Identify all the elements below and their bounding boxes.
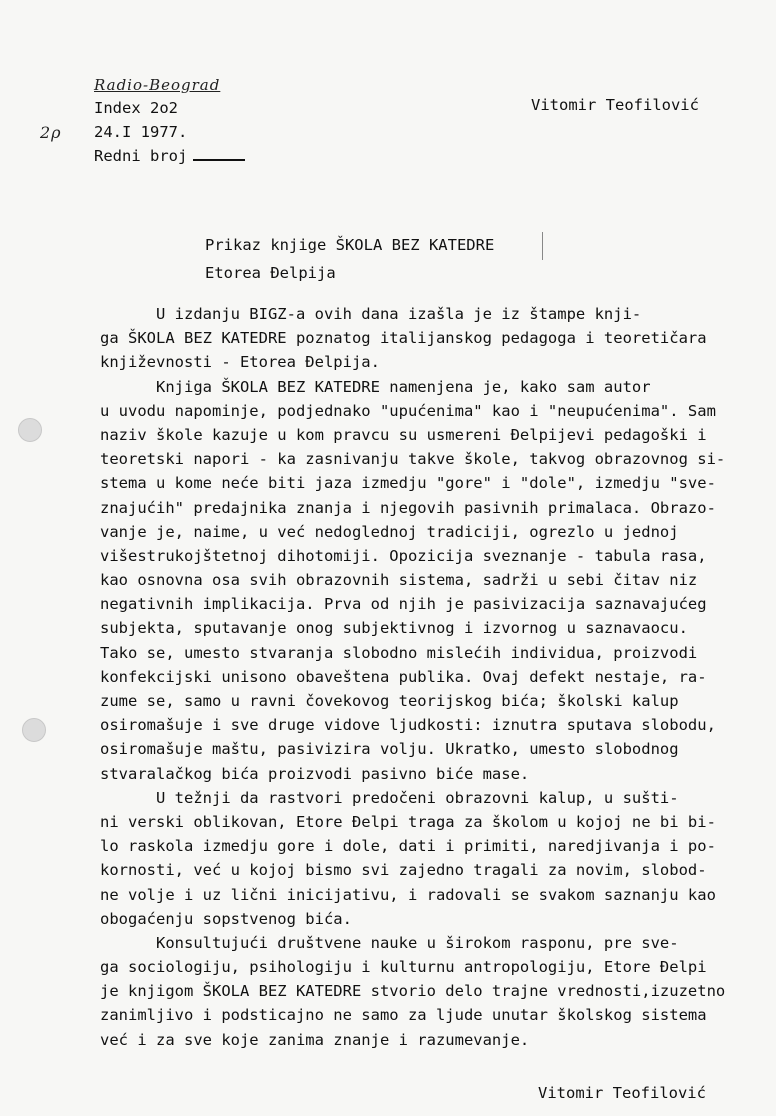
body-line: kao osnovna osa svih obrazovnih sistema, sadrži u sebi čitav niz: [100, 571, 698, 590]
body-line: književnosti - Etorea Đelpija.: [100, 353, 380, 372]
body-line: u uvodu napominje, podjednako "upućenima" kao i "neupućenima". Sam: [100, 401, 716, 420]
title-line-2: Etorea Đelpija: [205, 264, 336, 282]
body-line: obogaćenju sopstvenog bića.: [100, 909, 352, 928]
body-text: [100, 302, 770, 1052]
body-line: ne volje i uz lični inicijativu, i radovali se svakom saznanju kao: [100, 885, 716, 904]
number-line: [94, 144, 245, 168]
body-line: osiromašuje maštu, pasivizira volju. Ukratko, umesto slobodnog: [100, 740, 679, 759]
body-line: subjekta, sputavanje onog subjektivnog i izvornog u saznavaocu.: [100, 619, 688, 638]
body-line: negativnih implikacija. Prva od njih je pasivizacija saznavajućeg: [100, 595, 707, 614]
review-title: [205, 231, 494, 287]
punch-hole: [22, 718, 46, 742]
body-line: naziv škole kazuje u kom pravcu su usmereni Đelpijevi pedagoški i: [100, 425, 707, 444]
body-line: ni verski oblikovan, Etore Đelpi traga za školom u kojoj ne bi bi-: [100, 812, 716, 831]
body-line: lo raskola izmedju gore i dole, dati i primiti, naredjivanja i po-: [100, 837, 716, 856]
body-line: vanje je, naime, u već nedoglednoj tradiciji, ogrezlo u jednoj: [100, 522, 679, 541]
punch-hole: [18, 418, 42, 442]
body-line: teoretski napori - ka zasnivanju takve škole, takvog obrazovnog si-: [100, 450, 726, 469]
body-line: kornosti, već u kojoj bismo svi zajedno tragali za novim, slobod-: [100, 861, 707, 880]
handwritten-margin-mark: 2ρ: [40, 123, 62, 142]
body-line: osiromašuje i sve druge vidove ljudkosti: iznutra sputava slobodu,: [100, 716, 716, 735]
body-line: Tako se, umesto stvaranja slobodno mislećih individua, proizvodi: [100, 643, 698, 662]
author-name-top: Vitomir Teofilović: [531, 96, 699, 114]
body-line: Konsultujući društvene nauke u širokom rasponu, pre sve-: [100, 933, 679, 952]
body-line: višestrukojštetnoj dihotomiji. Opozicija sveznanje - tabula rasa,: [100, 546, 707, 565]
body-line: stema u kome neće biti jaza izmedju "gore" i "dole", izmedju "sve-: [100, 474, 716, 493]
body-line: Knjiga ŠKOLA BEZ KATEDRE namenjena je, kako sam autor: [100, 377, 651, 396]
margin-tick: [542, 232, 543, 260]
document-meta: [94, 96, 245, 168]
body-line: ga ŠKOLA BEZ KATEDRE poznatog italijanskog pedagoga i teoretičara: [100, 329, 707, 348]
body-line: stvaralačkog bića proizvodi pasivno biće mase.: [100, 764, 530, 783]
number-label: Redni broj: [94, 147, 188, 165]
body-line: konfekcijski unisono obaveštena publika. Ovaj defekt nestaje, ra-: [100, 667, 707, 686]
date-line: 24.I 1977.: [94, 123, 188, 141]
signature: Vitomir Teofilović: [538, 1084, 706, 1102]
body-line: U težnji da rastvori predočeni obrazovni kalup, u sušti-: [100, 788, 679, 807]
handwritten-station-note: Radio-Beograd: [94, 76, 221, 94]
body-line: je knjigom ŠKOLA BEZ KATEDRE stvorio delo trajne vrednosti,izuzetno: [100, 982, 726, 1001]
body-line: već i za sve koje zanima znanje i razumevanje.: [100, 1030, 530, 1049]
body-line: U izdanju BIGZ-a ovih dana izašla je iz štampe knji-: [100, 305, 642, 323]
index-line: Index 2o2: [94, 99, 178, 117]
body-line: zume se, samo u ravni čovekovog teorijskog bića; školski kalup: [100, 692, 679, 710]
title-line-1: Prikaz knjige ŠKOLA BEZ KATEDRE: [205, 236, 495, 254]
body-line: ga sociologiju, psihologiju i kulturnu antropologiju, Etore Đelpi: [100, 958, 707, 977]
body-line: znajućih" predajnika znanja i njegovih pasivnih primalaca. Obrazo-: [100, 498, 716, 517]
body-line: zanimljivo i podsticajno ne samo za ljude unutar školskog sistema: [100, 1006, 707, 1025]
number-blank: [193, 159, 245, 161]
